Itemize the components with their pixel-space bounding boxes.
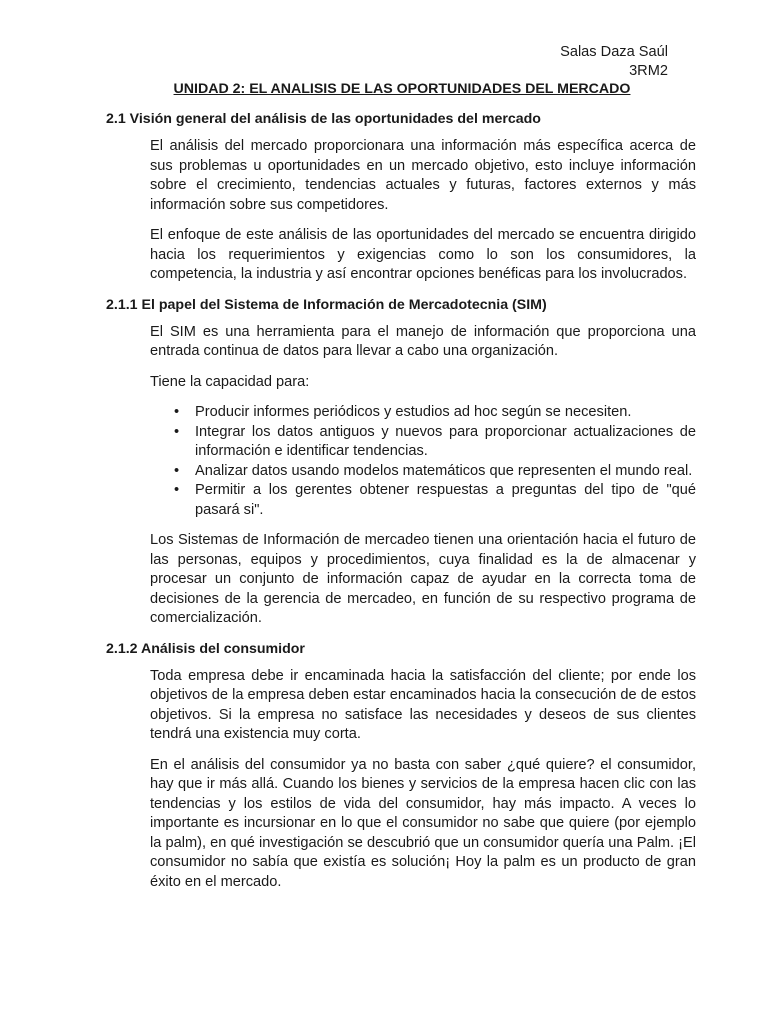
section-heading: 2.1 Visión general del análisis de las oportunidades del mercado [106, 111, 541, 127]
list-item [174, 423, 696, 462]
section-2-1-1 [106, 296, 696, 629]
section-2-1-2 [106, 640, 696, 893]
bullet-icon: • [174, 423, 180, 440]
capabilities-list [150, 403, 696, 520]
list-item-text: Analizar datos usando modelos matemáticos que representen el mundo real. [195, 462, 693, 479]
paragraph: Tiene la capacidad para: [150, 373, 310, 390]
author-group: 3RM2 [629, 63, 668, 79]
bullet-icon: • [174, 462, 180, 479]
list-item [174, 403, 696, 423]
section-heading: 2.1.1 El papel del Sistema de Información de Mercadotecnia (SIM) [106, 296, 547, 313]
list-item-text: Permitir a los gerentes obtener respuestas a preguntas del tipo de "qué pasará si". [195, 482, 696, 518]
page-title: UNIDAD 2: EL ANALISIS DE LAS OPORTUNIDADES DEL MERCADO [173, 81, 631, 97]
paragraph: El SIM es una herramienta para el manejo de información que proporciona una entrada continua de datos para llevar a cabo una organización. [150, 323, 696, 359]
author-block [560, 43, 668, 81]
section-heading: 2.1.2 Análisis del consumidor [106, 640, 305, 657]
paragraph: Los Sistemas de Información de mercadeo tienen una orientación hacia el futuro de las personas, equipos y procedimientos, cuya finalidad es la de almacenar y procesar un conjunto de información capaz de ayudar en la correcta toma de decisiones de la gerencia de mercadeo, en función de su respectivo programa de comercialización. [150, 532, 696, 626]
paragraph: El enfoque de este análisis de las oportunidades del mercado se encuentra dirigido hacia los requerimientos y exigencias como lo son los consumidores, la competencia, la industria y así encontrar opciones benéficas para los involucrados. [150, 227, 696, 282]
section-2-1 [106, 110, 696, 285]
paragraph: En el análisis del consumidor ya no basta con saber ¿qué quiere? el consumidor, hay que ir más allá. Cuando los bienes y servicios de la empresa hacen clic con las tendencias y los estilos de vida del consumidor, hay más impacto. A veces lo importante es incursionar en lo que el consumidor no sabe que quiere (por ejemplo la palm), en qué investigación se descubrió que un consumidor quería una Palm. ¡El consumidor no sabía que existía es solución¡ Hoy la palm es un producto de gran éxito en el mercado. [150, 756, 696, 890]
paragraph: El análisis del mercado proporcionara una información más específica acerca de sus problemas u oportunidades en un mercado objetivo, esto incluye información sobre el crecimiento, tendencias actuales y futuras, factores externos y más información sobre sus competidores. [150, 138, 696, 213]
list-item-text: Integrar los datos antiguos y nuevos para proporcionar actualizaciones de información e identificar tendencias. [195, 423, 696, 459]
document-body [106, 110, 696, 903]
bullet-icon: • [174, 482, 180, 498]
paragraph: Toda empresa debe ir encaminada hacia la satisfacción del cliente; por ende los objetivos de la empresa deben estar encaminados hacia la consecución de de estos objetivos. Si la empresa no satisface las necesidades y deseos de sus clientes tendrá una existencia muy corta. [150, 667, 696, 742]
list-item [174, 481, 696, 520]
list-item [174, 462, 696, 482]
list-item-text: Producir informes periódicos y estudios ad hoc según se necesiten. [195, 404, 632, 420]
bullet-icon: • [174, 404, 180, 420]
author-name: Salas Daza Saúl [560, 44, 668, 60]
